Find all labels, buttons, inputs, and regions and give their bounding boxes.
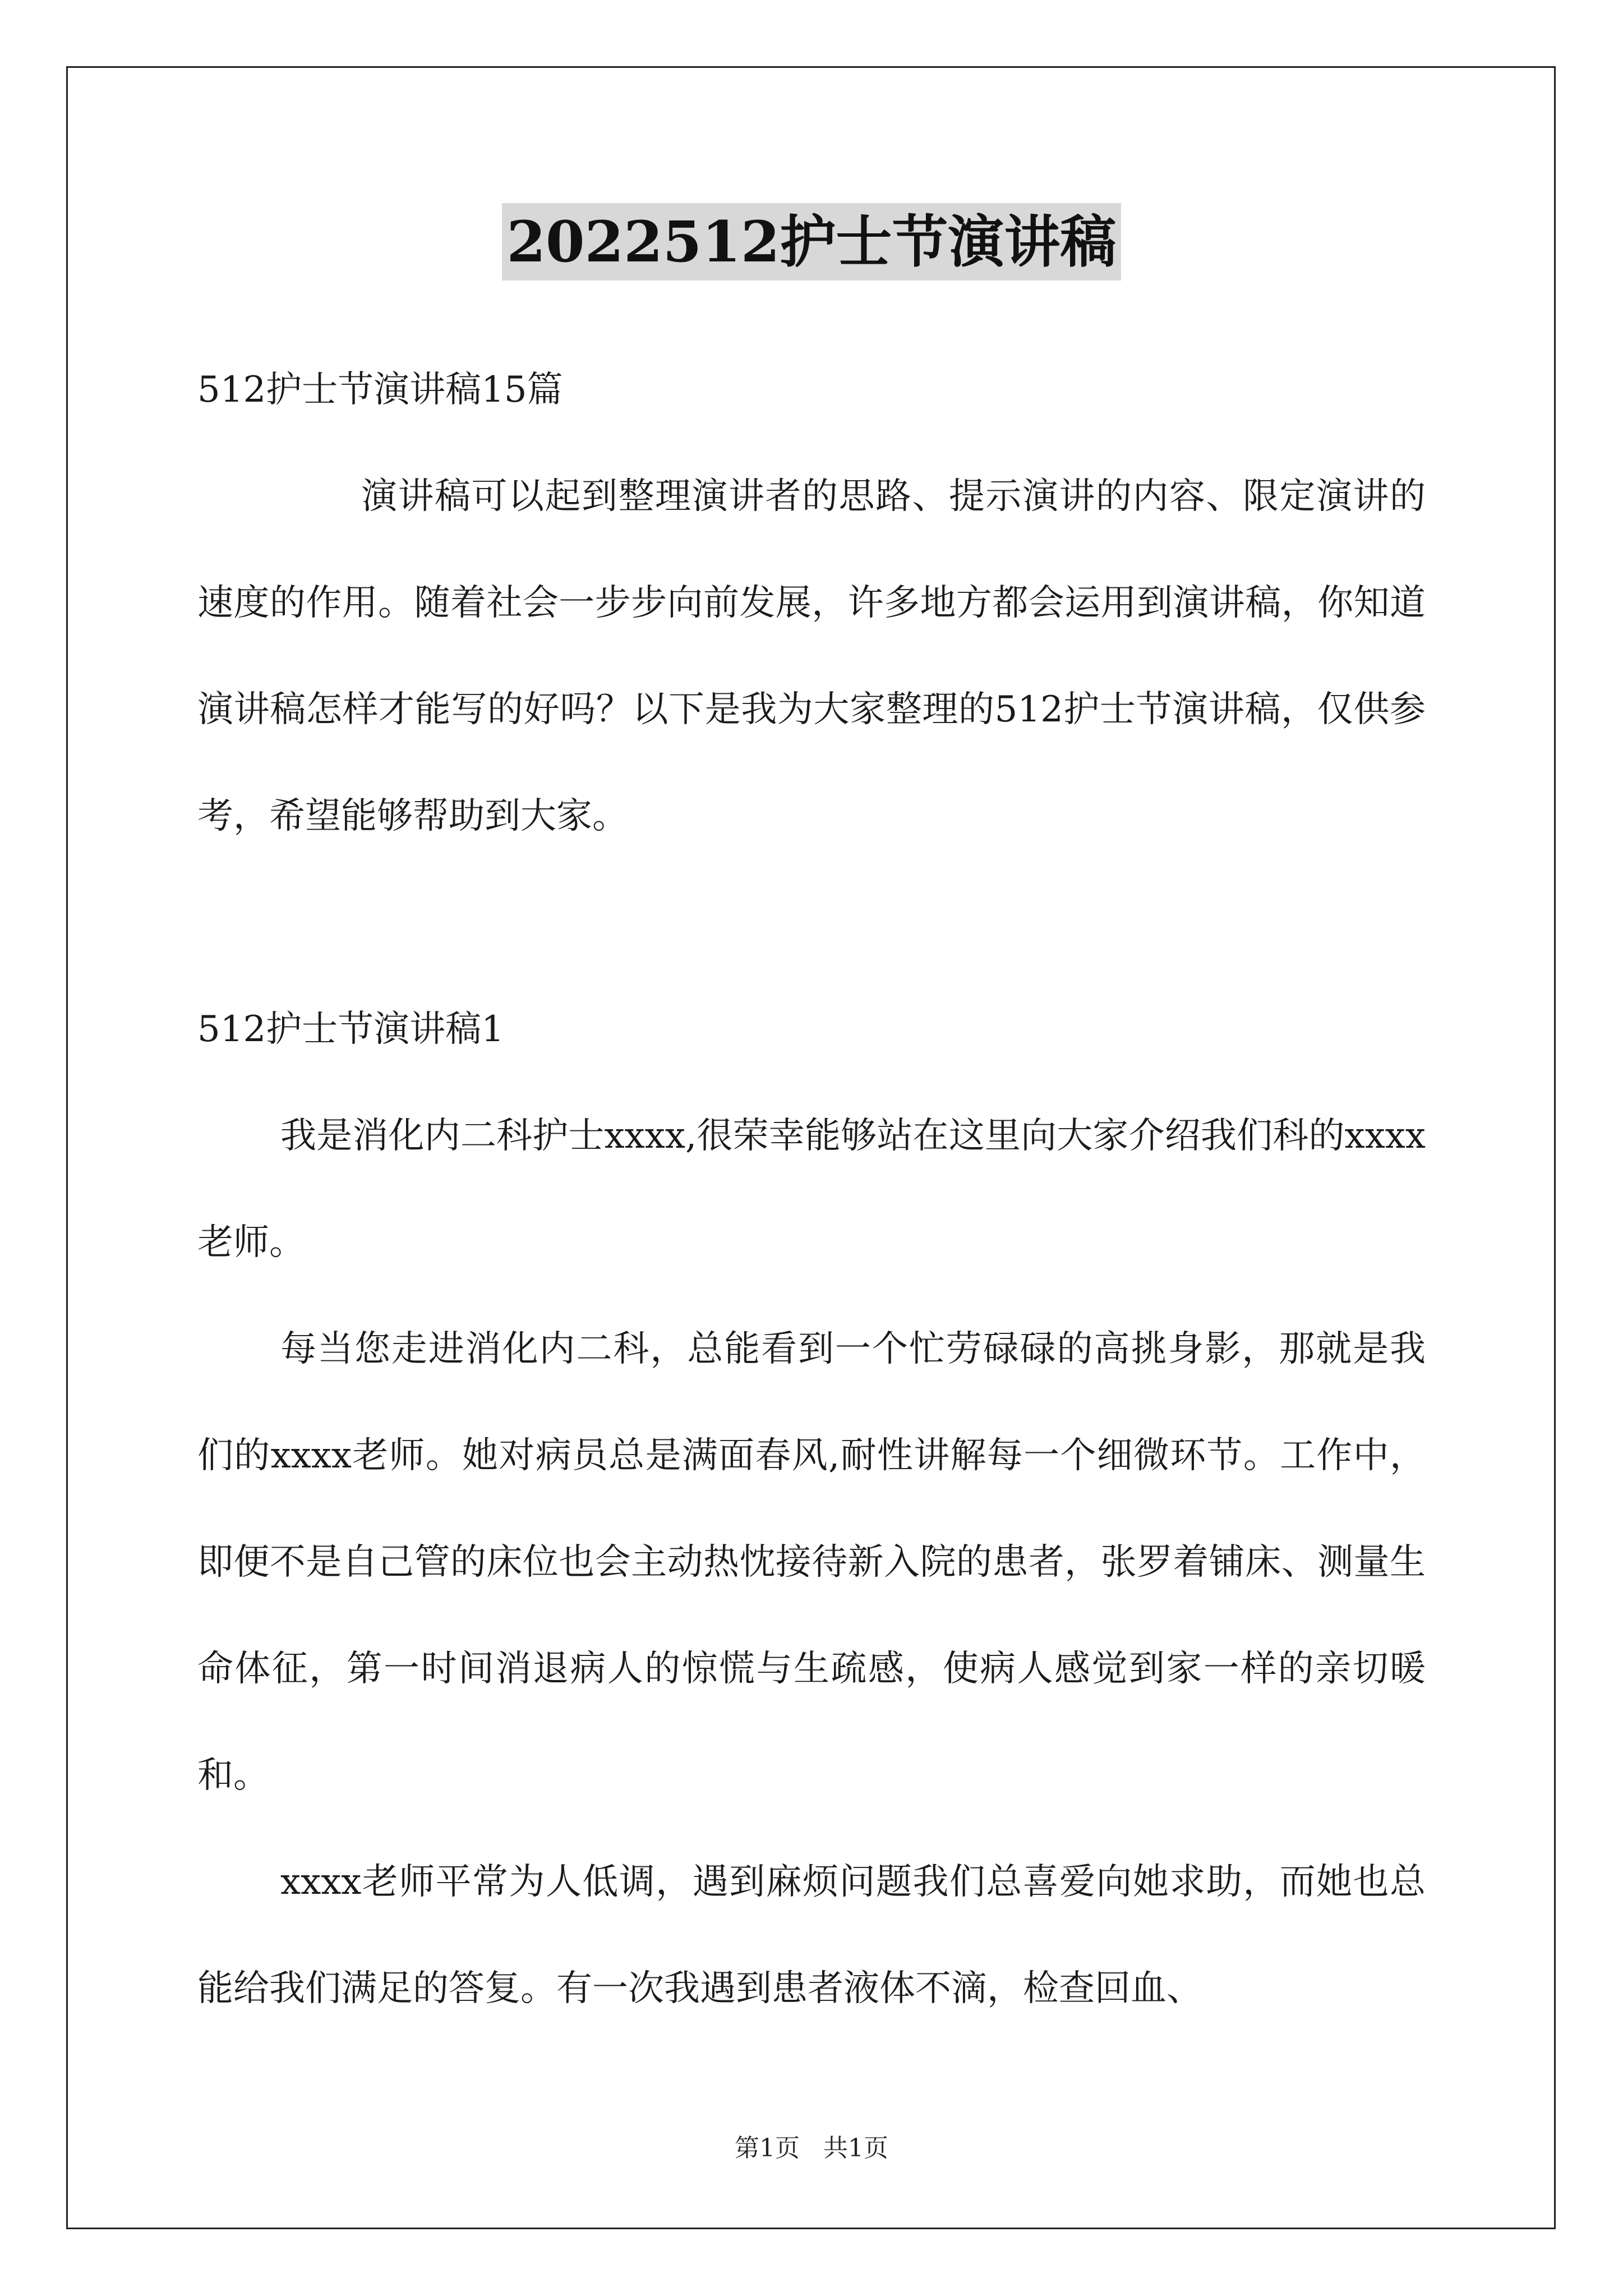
page-total: 共1页	[823, 2134, 888, 2162]
document-title: 2022512护士节演讲稿	[502, 203, 1121, 280]
page-number: 第1页	[735, 2134, 800, 2162]
page-footer	[0, 2132, 1623, 2165]
intro-paragraph: 演讲稿可以起到整理演讲者的思路、提示演讲的内容、限定演讲的速度的作用。随着社会一步步向前发展，许多地方都会运用到演讲稿，你知道演讲稿怎样才能写的好吗？以下是我为大家整理的512护士节演讲稿，仅供参考，希望能够帮助到大家。	[197, 476, 1426, 837]
document-body	[197, 337, 1426, 2042]
document-subtitle: 512护士节演讲稿15篇	[197, 369, 563, 411]
title-container	[0, 203, 1623, 280]
section-title: 512护士节演讲稿1	[197, 1009, 504, 1050]
body-paragraph-3: xxxx老师平常为人低调，遇到麻烦问题我们总喜爱向她求助，而她也总能给我们满足的答复。有一次我遇到患者液体不滴，检查回血、	[197, 1861, 1426, 2009]
body-paragraph-2: 每当您走进消化内二科，总能看到一个忙劳碌碌的高挑身影，那就是我们的xxxx老师。她对病员总是满面春风,耐性讲解每一个细微环节。工作中，即便不是自己管的床位也会主动热忱接待新入院的患者，张罗着铺床、测量生命体征，第一时间消退病人的惊慌与生疏感，使病人感觉到家一样的亲切暖和。	[197, 1328, 1426, 1796]
paragraph-spacer	[197, 869, 1426, 976]
body-paragraph-1: 我是消化内二科护士xxxx,很荣幸能够站在这里向大家介绍我们科的xxxx老师。	[197, 1115, 1426, 1263]
